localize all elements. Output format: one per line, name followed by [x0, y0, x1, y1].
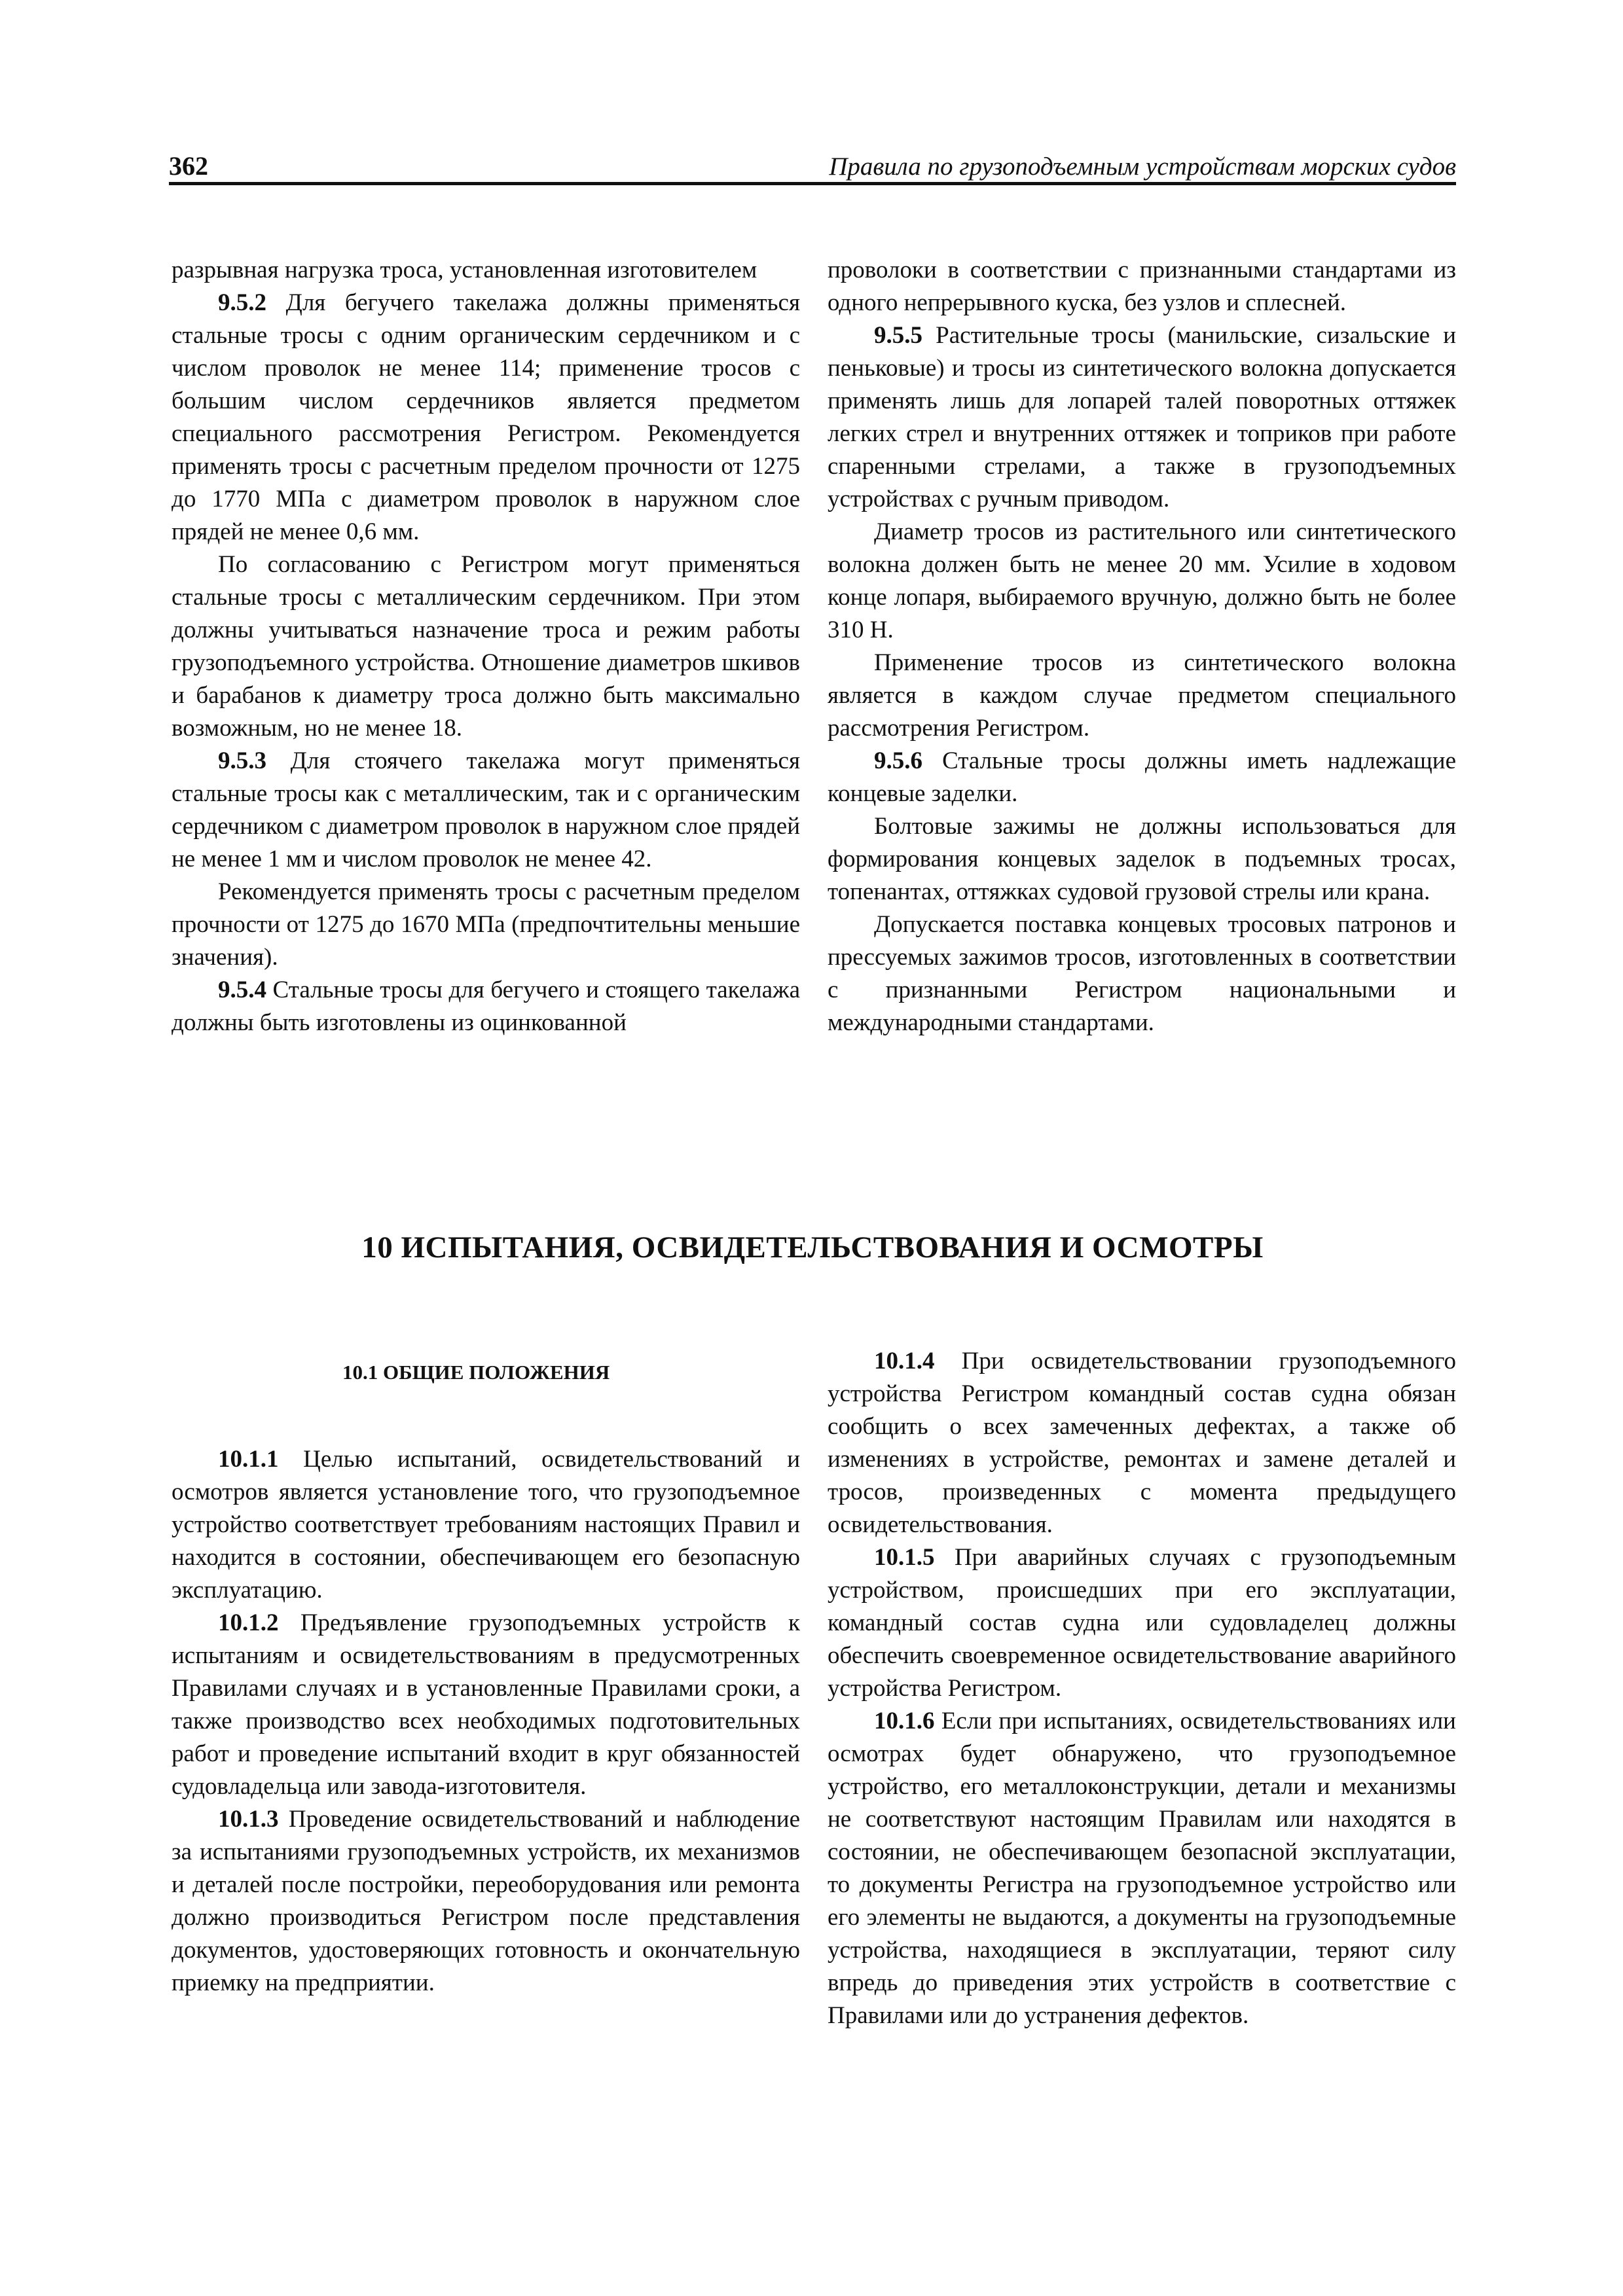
clause-number: 10.1.5 [874, 1544, 935, 1571]
paragraph-9-5-6 [828, 745, 1456, 810]
clause-number: 10.1.2 [218, 1609, 279, 1636]
paragraph: Допускается поставка концевых тросовых патронов и прессуемых зажимов тросов, изготовленных в соответствии с признанными Регистром национальными и международными стандартами. [828, 911, 1456, 1036]
top-right-column [828, 254, 1456, 1039]
paragraph: По согласованию с Регистром могут применяться стальные тросы с металлическим сердечником. При этом должны учитываться назначение троса и режим работы грузоподъемного устройства. Отношение диаметров шкивов и барабанов к диаметру троса должно быть максимально возможным, но не менее 18. [172, 551, 800, 742]
bottom-right-column [828, 1345, 1456, 2032]
clause-number: 9.5.4 [218, 977, 266, 1003]
clause-text: Для бегучего такелажа должны применяться стальные тросы с одним органическим сердечником и с числом проволок не менее 114; применение тросов с большим числом сердечников является предметом специального рассмотрения Регистром. Рекомендуется применять тросы с расчетным пределом прочности от 1275 до 1770 МПа с диаметром проволок в наружном слое прядей не менее 0,6 мм. [172, 289, 800, 545]
clause-number: 10.1.6 [874, 1708, 935, 1734]
chapter-title: 10 ИСПЫТАНИЯ, ОСВИДЕТЕЛЬСТВОВАНИЯ И ОСМОТРЫ [361, 1230, 1264, 1265]
clause-text: Стальные тросы должны иметь надлежащие концевые заделки. [828, 747, 1456, 807]
paragraph: проволоки в соответствии с признанными стандартами из одного непрерывного куска, без узлов и сплесней. [828, 257, 1456, 316]
paragraph-9-5-3 [172, 745, 800, 876]
section-heading: 10.1 ОБЩИЕ ПОЛОЖЕНИЯ [342, 1361, 610, 1384]
clause-text: Растительные тросы (манильские, сизальские и пеньковые) и тросы из синтетического волокна допускается применять лишь для лопарей талей поворотных оттяжек легких стрел и внутренних оттяжек и топриков при работе спаренными стрелами, а также в грузоподъемных устройствах с ручным приводом. [828, 322, 1456, 512]
clause-text: Предъявление грузоподъемных устройств к испытаниям и освидетельствованиям в предусмотренных Правилами случаях и в установленные Правилами сроки, а также производство всех необходимых подготовительных работ и проведение испытаний входит в круг обязанностей судовладельца или завода-изготовителя. [172, 1609, 800, 1800]
clause-text: Для стоячего такелажа могут применяться стальные тросы как с металлическим, так и с органическим сердечником с диаметром проволок в наружном слое прядей не менее 1 мм и числом проволок не менее 42. [172, 747, 800, 872]
clause-text: При аварийных случаях с грузоподъемным устройством, происшедших при его эксплуатации, командный состав судна или судовладелец должны обеспечить своевременное освидетельствование аварийного устройства Регистром. [828, 1544, 1456, 1702]
paragraph-10-1-3 [172, 1803, 800, 2000]
clause-text: Целью испытаний, освидетельствований и осмотров является установление того, что грузоподъемное устройство соответствует требованиям настоящих Правил и находится в состоянии, обеспечивающем его безопасную эксплуатацию. [172, 1446, 800, 1604]
paragraph-10-1-1 [172, 1443, 800, 1607]
paragraph-9-5-5 [828, 319, 1456, 516]
paragraph: Применение тросов из синтетического волокна является в каждом случае предметом специального рассмотрения Регистром. [828, 649, 1456, 742]
paragraph-10-1-5 [828, 1541, 1456, 1705]
paragraph: Болтовые зажимы не должны использоваться для формирования концевых заделок в подъемных тросах, топенантах, оттяжках судовой грузовой стрелы или крана. [828, 813, 1456, 905]
paragraph: Рекомендуется применять тросы с расчетным пределом прочности от 1275 до 1670 МПа (предпочтительны меньшие значения). [172, 878, 800, 971]
paragraph-10-1-4 [828, 1345, 1456, 1541]
paragraph: Диаметр тросов из растительного или синтетического волокна должен быть не менее 20 мм. Усилие в ходовом конце лопаря, выбираемого вручную, должно быть не более 310 Н. [828, 518, 1456, 643]
clause-text: Стальные тросы для бегучего и стоящего такелажа должны быть изготовлены из оцинкованной [172, 977, 800, 1036]
paragraph-9-5-4 [172, 974, 800, 1039]
paragraph: разрывная нагрузка троса, установленная изготовителем [172, 257, 757, 283]
running-title: Правила по грузоподъемным устройствам морских судов [829, 152, 1456, 181]
clause-number: 10.1.4 [874, 1348, 935, 1374]
page-header [169, 143, 1456, 185]
clause-number: 10.1.1 [218, 1446, 279, 1473]
clause-number: 9.5.6 [874, 747, 922, 774]
clause-text: Если при испытаниях, освидетельствованиях или осмотрах будет обнаружено, что грузоподъемное устройство, его металлоконструкции, детали и механизмы не соответствуют настоящим Правилам или находятся в состоянии, не обеспечивающем безопасной эксплуатации, то документы Регистра на грузоподъемное устройство или его элементы не выдаются, а документы на грузоподъемные устройства, находящиеся в эксплуатации, теряют силу впредь до приведения этих устройств в соответствие с Правилами или до устранения дефектов. [828, 1708, 1456, 2029]
paragraph-10-1-6 [828, 1705, 1456, 2032]
paragraph-9-5-2 [172, 287, 800, 548]
clause-text: Проведение освидетельствований и наблюдение за испытаниями грузоподъемных устройств, их механизмов и деталей после постройки, переоборудования или ремонта должно производиться Регистром после представления документов, удостоверяющих готовность и окончательную приемку на предприятии. [172, 1806, 800, 1996]
clause-text: При освидетельствовании грузоподъемного устройства Регистром командный состав судна обязан сообщить о всех замеченных дефектах, а также об изменениях в устройстве, ремонтах и замене деталей и тросов, произведенных с момента предыдущего освидетельствования. [828, 1348, 1456, 1538]
bottom-left-column [172, 1443, 800, 2000]
paragraph-10-1-2 [172, 1607, 800, 1803]
clause-number: 10.1.3 [218, 1806, 279, 1833]
clause-number: 9.5.3 [218, 747, 266, 774]
page-number: 362 [169, 151, 208, 181]
clause-number: 9.5.5 [874, 322, 922, 349]
top-left-column [172, 254, 800, 1039]
clause-number: 9.5.2 [218, 289, 266, 316]
